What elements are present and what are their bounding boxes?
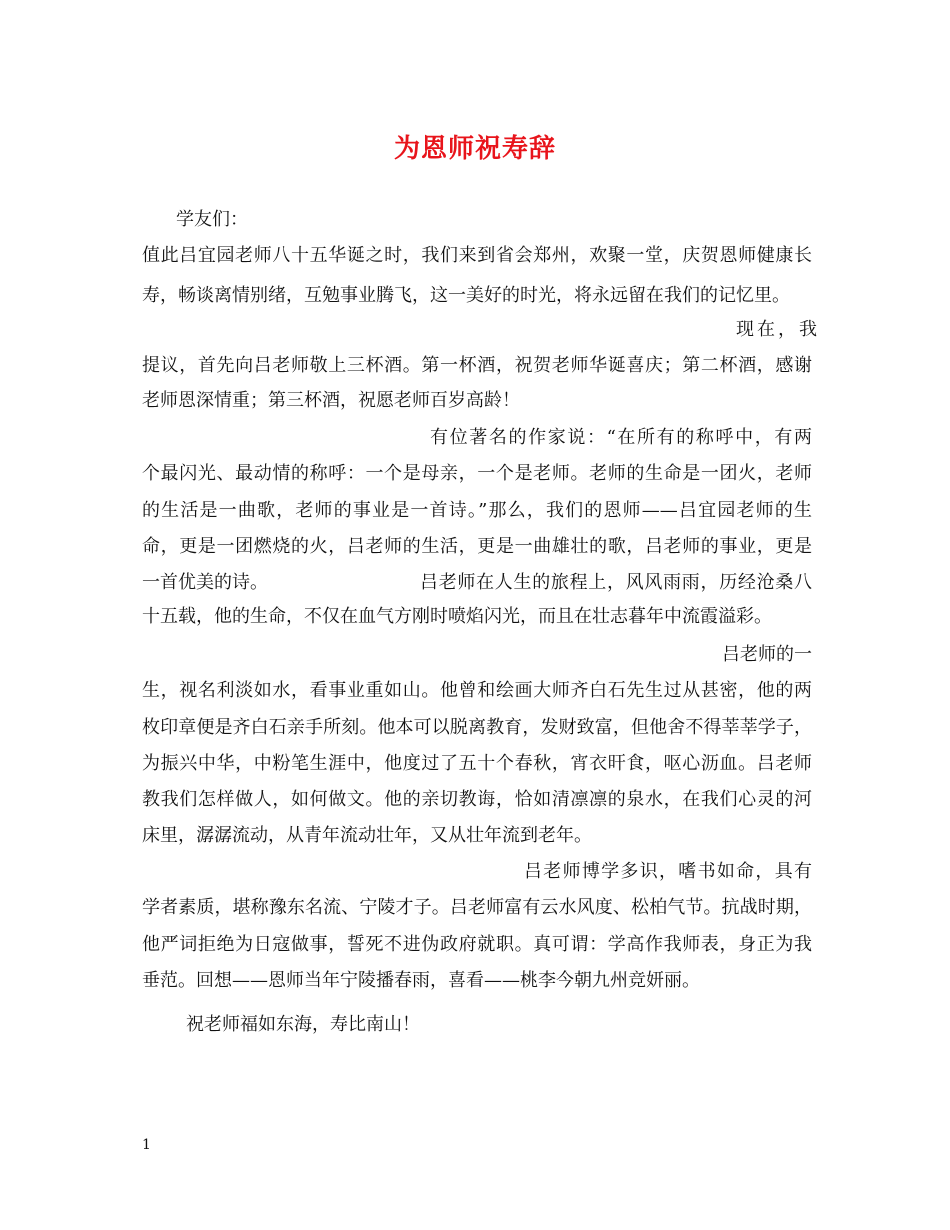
text-line: 十五载，他的生命，不仅在血气方刚时喷焰闪光，而且在壮志暮年中流霞溢彩。 — [142, 606, 772, 627]
text-line: 生，视名利淡如水，看事业重如山。他曾和绘画大师齐白石先生过从甚密，他的两 — [142, 680, 812, 701]
text-line: 垂范。回想——恩师当年宁陵播春雨，喜看——桃李今朝九州竞妍丽。 — [142, 970, 700, 991]
text-line: 提议，首先向吕老师敬上三杯酒。第一杯酒，祝贺老师华诞喜庆；第二杯酒，感谢 — [142, 355, 812, 376]
text-line: 吕老师在人生的旅程上，风风雨雨，历经沧桑八 — [420, 572, 812, 593]
page-number: 1 — [142, 1137, 151, 1153]
text-line: 吕老师的一 — [722, 644, 812, 665]
text-line: 的生活是一曲歌，老师的事业是一首诗。”那么，我们的恩师——吕宜园老师的生 — [142, 500, 812, 521]
text-line: 为振兴中华，中粉笔生涯中，他度过了五十个春秋，宵衣旰食，呕心沥血。吕老师 — [142, 753, 812, 774]
text-line: 值此吕宜园老师八十五华诞之时，我们来到省会郑州，欢聚一堂，庆贺恩师健康长 — [142, 245, 812, 266]
text-line: 有位著名的作家说：“在所有的称呼中，有两 — [430, 427, 812, 448]
text-line: 学友们： — [176, 209, 248, 230]
text-line: 命，更是一团燃烧的火，吕老师的生活，更是一曲雄壮的歌，吕老师的事业，更是 — [142, 536, 812, 557]
text-line: 他严词拒绝为日寇做事，誓死不进伪政府就职。真可谓：学高作我师表，身正为我 — [142, 934, 812, 955]
text-line: 祝老师福如东海，寿比南山！ — [186, 1014, 420, 1035]
text-line: 个最闪光、最动情的称呼：一个是母亲，一个是老师。老师的生命是一团火，老师 — [142, 463, 812, 484]
text-line: 寿，畅谈离情别绪，互勉事业腾飞，这一美好的时光，将永远留在我们的记忆里。 — [142, 285, 790, 306]
text-line: 现在，我 — [736, 319, 820, 340]
text-line: 教我们怎样做人，如何做文。他的亲切教诲，恰如清凛凛的泉水，在我们心灵的河 — [142, 789, 812, 810]
text-line: 枚印章便是齐白石亲手所刻。他本可以脱离教育，发财致富，但他舍不得莘莘学子， — [142, 717, 812, 738]
text-line: 老师恩深情重；第三杯酒，祝愿老师百岁高龄！ — [142, 390, 520, 411]
text-line: 吕老师博学多识，嗜书如命，具有 — [524, 861, 812, 882]
document-title: 为恩师祝寿辞 — [393, 134, 556, 164]
text-line: 一首优美的诗。 — [142, 572, 268, 593]
text-line: 床里，潺潺流动，从青年流动壮年，又从壮年流到老年。 — [142, 825, 592, 846]
text-line: 学者素质，堪称豫东名流、宁陵才子。吕老师富有云水风度、松柏气节。抗战时期， — [142, 897, 812, 918]
